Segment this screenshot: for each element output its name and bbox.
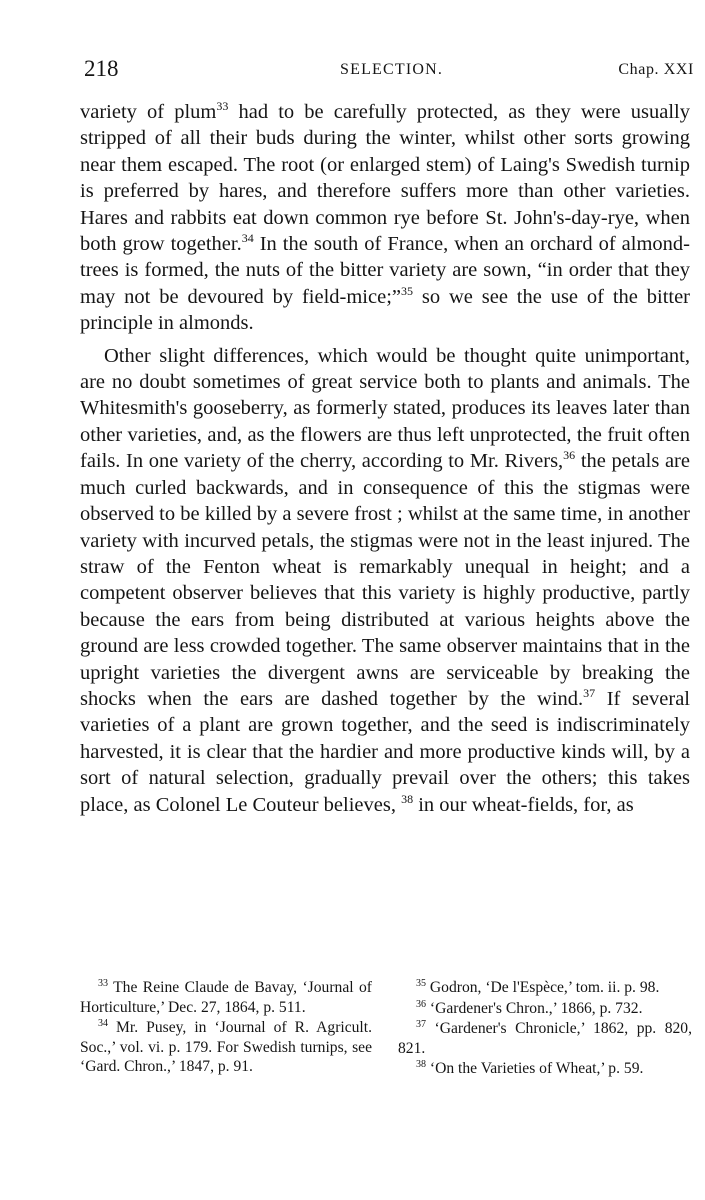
footnote-35 <box>398 978 692 998</box>
footnote-ref-33: 33 <box>216 99 229 113</box>
text-run: Other slight differences, which would be thought quite unimportant, are no doubt sometimes of great service both to plants and animals. The Whitesmith's gooseberry, as formerly stated, produces its leaves later than other varieties, and, as the flowers are thus left unprotected, the fruit often fails. In one variety of the cherry, according to Mr. Rivers, <box>80 344 690 473</box>
footnote-number: 38 <box>416 1059 426 1070</box>
footnote-text: The Reine Claude de Bavay, ‘Journal of Horticulture,’ Dec. 27, 1864, p. 511. <box>80 979 372 1016</box>
footnote-text: ‘On the Varieties of Wheat,’ p. 59. <box>429 1060 644 1077</box>
footnote-text: ‘Gardener's Chron.,’ 1866, p. 732. <box>429 999 643 1017</box>
text-run: had to be carefully protected, as they were usually stripped of all their buds during the winter, whilst other sorts growing near them escaped. The root (or enlarged stem) of Laing's Swedish turnip is preferred by hares, and therefore suffers more than other varieties. Hares and rabbits eat down common rye before St. John's-day-rye, when both grow together. <box>80 101 690 256</box>
footnote-ref-34: 34 <box>241 231 254 246</box>
footnote-37 <box>398 1019 692 1058</box>
footnote-38 <box>398 1059 692 1079</box>
footnote-ref-36: 36 <box>563 448 576 463</box>
paragraph-1 <box>80 99 690 337</box>
footnote-number: 37 <box>416 1019 426 1030</box>
text-run: In the south of France, when an orchard of almond-trees is formed, the nuts of the bitter variety are sown, “in order that they may not be devoured by field-mice;” <box>80 233 690 308</box>
footnotes-right-column <box>398 978 692 1080</box>
running-header <box>84 52 694 86</box>
text-run: so we see the use of the bitter principle in almonds. <box>80 285 691 335</box>
footnote-number: 33 <box>98 978 108 989</box>
text-run: the petals are much curled backwards, and in consequence of this the stigmas were observed to be killed by a severe frost ; whilst at the same time, in another variety with incurved petals, the stigmas were not in the least injured. The straw of the Fenton wheat is remarkably unequal in height; and a competent observer believes that this variety is highly productive, partly because the ears from being distributed at various heights above the ground are less crowded together. The same observer maintains that in the upright varieties the divergent awns are serviceable by breaking the shocks when the ears are dashed together by the wind. <box>80 450 690 710</box>
text-run: in our wheat-fields, for, as <box>413 793 634 816</box>
text-run: variety of plum <box>80 101 217 123</box>
chapter-label: Chap. XXI <box>618 61 694 78</box>
footnote-ref-38: 38 <box>401 791 414 806</box>
footnote-text: Godron, ‘De l'Espèce,’ tom. ii. p. 98. <box>429 979 660 996</box>
footnote-ref-35: 35 <box>401 283 413 298</box>
footnote-number: 34 <box>98 1018 108 1029</box>
body-text <box>80 99 690 818</box>
running-title: SELECTION. <box>340 61 444 78</box>
text-run: If several varieties of a plant are grown together, and the seed is indiscriminately harvested, it is clear that the hardier and more productive kinds will, by a sort of natural selection, gradually prevail over the others; this takes place, as Colonel Le Couteur believes, <box>80 687 690 816</box>
footnote-number: 35 <box>416 978 426 989</box>
page-number: 218 <box>84 56 119 81</box>
footnote-text: Mr. Pusey, in ‘Journal of R. Agricult. Soc.,’ vol. vi. p. 179. For Swedish turnips, see ‘Gard. Chron.,’ 1847, p. 91. <box>80 1019 372 1075</box>
footnote-ref-37: 37 <box>583 685 596 700</box>
footnote-34 <box>80 1018 372 1077</box>
footnote-36 <box>398 999 692 1019</box>
footnote-33 <box>80 978 372 1017</box>
footnote-text: ‘Gardener's Chronicle,’ 1862, pp. 820, 821. <box>398 1020 692 1057</box>
footnote-number: 36 <box>416 998 426 1010</box>
footnotes-left-column <box>80 978 372 1078</box>
paragraph-2 <box>80 343 690 818</box>
